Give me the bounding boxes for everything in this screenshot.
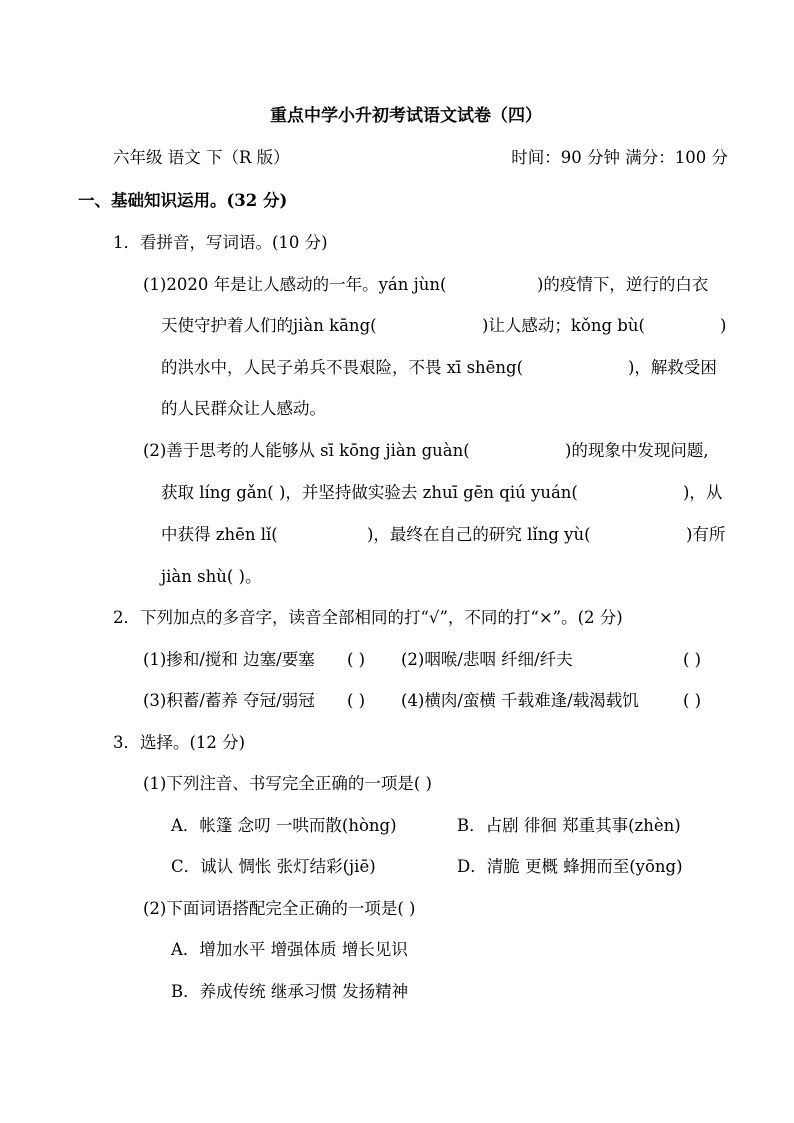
q3-sub1-prompt: (1)下列注音、书写完全正确的一项是( ) xyxy=(143,774,432,793)
q1-p2-line3-mid: )，最终在自己的研究 lǐng yù( xyxy=(367,525,591,544)
q2-item-3-answer: ( ) xyxy=(347,691,366,710)
q3-sub1-option-a: A．帐篷 念叨 一哄而散(hòng) xyxy=(171,816,397,835)
q1-p2-line4: jiàn shù( )。 xyxy=(161,567,262,586)
q1-p2-line2-right: )，从 xyxy=(683,483,723,502)
time-score: 时间：90 分钟 满分：100 分 xyxy=(511,148,728,167)
q2-item-4-answer: ( ) xyxy=(683,691,702,710)
q1-p1-line4: 的人民群众让人感动。 xyxy=(161,399,326,418)
q1-p1-line1-right: )的疫情下，逆行的白衣 xyxy=(537,275,709,294)
q1-p2-line1-right: )的现象中发现问题, xyxy=(565,441,709,460)
q3-sub1-option-c: C．诚认 惆怅 张灯结彩(jiē) xyxy=(171,857,376,876)
question-2-heading: 2．下列加点的多音字，读音全部相同的打“√”，不同的打“×”。(2 分) xyxy=(113,608,623,627)
grade-subject: 六年级 语文 下（R 版） xyxy=(113,148,290,167)
q2-item-2-answer: ( ) xyxy=(683,650,702,669)
q1-p1-line2-right: ) xyxy=(720,316,727,335)
q1-p1-line1-left: (1)2020 年是让人感动的一年。yán jùn( xyxy=(143,275,447,294)
question-1-heading: 1．看拼音，写词语。(10 分) xyxy=(113,233,328,252)
q3-sub2-prompt: (2)下面词语搭配完全正确的一项是( ) xyxy=(143,899,416,918)
q3-sub2-option-a: A．增加水平 增强体质 增长见识 xyxy=(171,940,408,959)
q3-sub2-option-b: B．养成传统 继承习惯 发扬精神 xyxy=(171,982,409,1001)
q2-item-2: (2)咽喉/悲咽 纤细/纤夫 xyxy=(401,650,573,669)
q2-item-3: (3)积蓄/蓄养 夺冠/弱冠 xyxy=(143,691,315,710)
q1-p1-line2-mid: )让人感动；kǒng bù( xyxy=(482,316,645,335)
q1-p2-line2-left: 获取 líng gǎn( )，并坚持做实验去 zhuī gēn qiú yuán( xyxy=(161,483,578,502)
q2-item-1: (1)掺和/搅和 边塞/要塞 xyxy=(143,650,315,669)
q3-sub1-option-d: D．清脆 更概 蜂拥而至(yōng) xyxy=(457,857,683,876)
q1-p1-line2-left: 天使守护着人们的jiàn kāng( xyxy=(161,316,377,335)
question-3-heading: 3．选择。(12 分) xyxy=(113,733,246,752)
section-heading: 一、基础知识运用。(32 分) xyxy=(78,191,288,210)
q1-p2-line1-left: (2)善于思考的人能够从 sī kōng jiàn guàn( xyxy=(143,441,470,460)
q2-item-4: (4)横肉/蛮横 千载难逢/载渴载饥 xyxy=(401,691,639,710)
q2-item-1-answer: ( ) xyxy=(347,650,366,669)
q1-p1-line3-left: 的洪水中，人民子弟兵不畏艰险，不畏 xī shēng( xyxy=(161,358,524,377)
q1-p2-line3-left: 中获得 zhēn lǐ( xyxy=(161,525,278,544)
q3-sub1-option-b: B．占剧 徘徊 郑重其事(zhèn) xyxy=(457,816,681,835)
q1-p2-line3-right: )有所 xyxy=(686,525,726,544)
q1-p1-line3-right: )，解救受困 xyxy=(628,358,717,377)
paper-title: 重点中学小升初考试语文试卷（四） xyxy=(270,106,542,126)
